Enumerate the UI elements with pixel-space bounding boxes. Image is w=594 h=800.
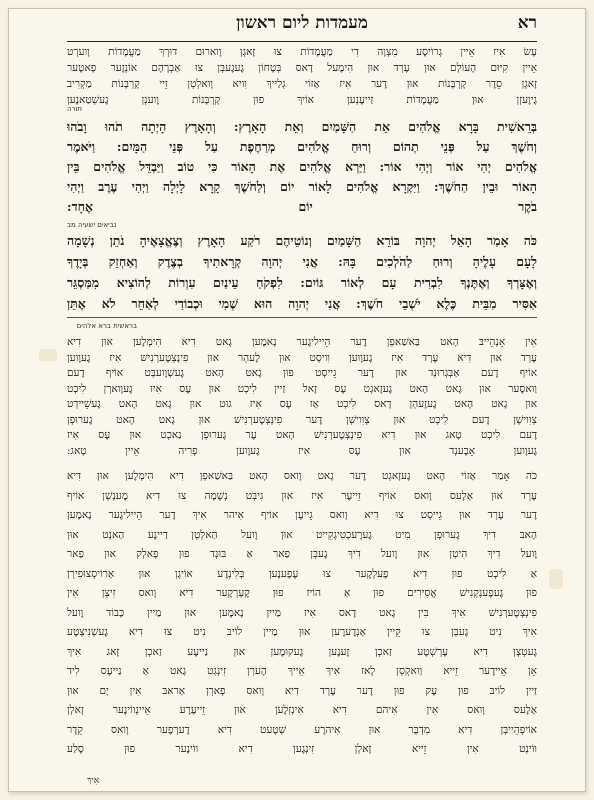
text-line: אוּן גָאט הָאט גֶעזֶעהְן דָאס לִיכְט אַז עֶס אִיז גוּט אוּן גָאט הָאט גֶעשֵׁיידְט <box>67 398 537 410</box>
torah-label: תורה <box>67 105 83 113</box>
text-line: אוֹיף דֶעם אַבְּגְרוּנְד אוּן דֶער גֵייסְט פוּן גָאט הָאט גֶעשְׁוֶועבְּט אוֹיף דֶעם <box>67 367 537 379</box>
text-line: לָעָם עָלֶיהָ וְרוּחַ לַהֹלְכִים בָּהּ: אֲנִי יְהוָה קְרָאתִיךָ בְצֶדֶק וְאַחְזֵק בְּיָדֶךָ <box>67 254 537 269</box>
scanned-page <box>8 8 586 792</box>
text-line: צְוִוישְׁן דֶעם לִיכְט אוּן צְוִוישְׁן דֶער פִינְצְטֶערְנִישׁ אוּן גָאט הָאט גֶערוּפְן <box>67 413 537 426</box>
text-line: אֱלֹהִים יְהִי אוֹר וַיְהִי אוֹר: וַיַּרְא אֱלֹהִים אֶת הָאוֹר כִּי טוֹב וַיַּבְדֵּל אֱלֹהִים בֵּין <box>67 159 537 174</box>
text-line: דֶער עֶרְד אוּן גֵייסְט צוּ דִיא וָואס גֵייעֶן אוֹיף אִיהר אִיךְ דֶער הֵייליגֶער נָאמֶען <box>67 509 537 521</box>
text-line: אֵיין קִיּוּם הָעוֹלָם אוּן עֶרְד אוּן הִימֶעל דָאס בְּטָחוֹן גֶעגֶעבְּן צוּ אַבְרָהָם אוֹנְזֶער פָאטֶער <box>67 62 537 74</box>
catchword: אִיךְ <box>87 776 100 786</box>
text-line: הָאוֹר וּבֵין הַחֹשֶׁךְ: וַיִּקְרָא אֱלֹהִים לָאוֹר יוֹם וְלַחֹשֶׁךְ קָרָא לָיְלָה וַיְהִי עֶרֶב וַיְהִי <box>67 179 537 194</box>
text-line: כֹּה אָמַר הָאֵל יְהוָה בּוֹרֵא הַשָּׁמַיִם וְנוֹטֵיהֶם רֹקַע הָאָרֶץ וְצֶאֱצָאֶיהָ נֹתֵן נְשָׁמָה <box>67 233 537 248</box>
text-line: וֶועל דִיךְ הִיטְן אוּן וֶועל דִיךְ גֶעבְּן פַאר אַ בּוּנְד פוּן פָאלְק אוּן פַאר <box>67 548 537 560</box>
text-line: אַסִּיר מִבֵּית כֶּלֶא יֹשְׁבֵי חֹשֶׁךְ: אֲנִי יְהוָה הוּא שְׁמִי וּכְבוֹדִי לְאַחֵר לֹא אֶתֵּן <box>67 296 537 311</box>
text-line: עֶרְד אוּן אַלֶעס וָואס אוֹיף זֵייעֶר אִיז אוּן גִיבְּט נְשָׁמָה צוּ דִיא מֶענְשְׁן אוֹיף <box>67 489 537 502</box>
section-divider <box>67 317 537 318</box>
text-line: זַיין לוֹיבּ פוּן עֶק פוּן דֶער עֶרְד דִיא וָואס פָארְן אַראבּ אִין יָם אוּן <box>67 684 537 697</box>
text-line: עָשׂ אִיז אֵיין גְרוֹיסֶע מִצְוָה דִי מַעֲמָדוֹת צוּ זָאגְן וָוארוּם דוּרְךְ מַעֲמָדוֹת וָוערְט <box>67 46 537 58</box>
text-line: זָאגְן סֵדֶר קָרְבָּנוֹת אוּן דֶער אִיז אַזוֹי גְלַייךְ וִויא וָואלְטְן זֵיי קָרְבָּנוֹת מַקְרִיב <box>67 78 537 90</box>
page-header <box>67 11 537 42</box>
page-title: מעמדות ליום ראשון <box>236 13 368 33</box>
text-line: פִינְצְטֶערְנִישׁ אִיךְ בִּין גָאט דָאס אִיז מַיין נָאמֶען אוּן מַיין כָּבוֹד וֶועל <box>67 606 537 619</box>
text-line: אָן אֵיידֶער זֵייא וַואקְסְן לָאז אִיךְ אֵייךְ הֶערְן זִינְגְט גָאט אַ נַייעֶס לִיד <box>67 665 537 677</box>
paper-stain <box>549 569 563 589</box>
page-number: רא <box>517 13 537 33</box>
text-line: גֶעוֶוען אָבֶענְד אוּן עֶס אִיז גֶעוֶוען פְרִיה אֵיין טָאג: <box>67 444 537 457</box>
text-line: וְאֶצָּרְךָ וְאֶתֶּנְךָ לִבְרִית עָם לְאוֹר גּוֹיִם: לִפְקֹחַ עֵינַיִם עִוְרוֹת לְהוֹצִיא מִמַּסְגֵּר <box>67 275 537 290</box>
text-line: גֶעטְצְן דִיא עֶרְשְׁטֶע זַאכְן זֶענֶען גֶעקוּמֶען אוּן נַייעֶע זַאכְן זָאג אִיךְ <box>67 645 537 658</box>
text-line: אוֹיפְהֵייבְּן דִיא מִדְבָּר אוּן אִיהרֶע שְׁטֶעט דִיא דֶערְפֶער וָואס קֵדָר <box>67 723 537 736</box>
text-line: ווֹינְט אִין זֵייא זָאלְן זִינְגֶען דִיא ווֹינֶער פוּן סֶלַע <box>67 743 537 755</box>
text-line: וַואסֶער אוּן גָאט הָאט גֶעזָאגְט עֶס זָאל זַיין לִיכְט אוּן עֶס אִיז גֶעוָוארְן לִיכְט <box>67 382 537 395</box>
text-line: בְּרֵאשִׁית בָּרָא אֱלֹהִים אֵת הַשָּׁמַיִם וְאֵת הָאָרֶץ: וְהָאָרֶץ הָיְתָה תֹהוּ וָבֹהוּ <box>67 119 537 134</box>
text-line: בֹקֶר יוֹם אֶחָד: <box>67 199 537 214</box>
text-line: גֶיוֶעזְן אוּן מַעֲמָדוֹת זַייעֶנְען אוֹיךְ פוּן קָרְבָּנוֹת וֶוענְן גֶעשְׁטַאנֶען <box>67 94 537 106</box>
paper-stain <box>39 349 57 361</box>
text-line: כֹּה אָמַר אַזוֹי הָאט גֶעזָאגְט דֶער גָאט וָואס הָאט בַּאשַׁאפְן דִיא הִימְלֶען אוּן דִיא <box>67 470 537 482</box>
nevi-label: נביאים ישעיה מב <box>67 221 117 229</box>
text-line: עֶרְד אוּן דִיא עֶרְד אִיז גֶעוֶוען וִויסְט אוּן לֶעהְר אוּן פִינְצְטֶערְנִישׁ אִיז גֶעוֶוען <box>67 351 537 364</box>
text-line: אִין אָנְהֵייבּ הָאט בַּאשַׁאפְן דֶער הֵייליגֶער נָאמֶען גָאט דִיא הִימְלֶען אוּן דִיא <box>67 336 537 348</box>
text-line: אַ לִיכְט פוּן דִיא פֶעלְקֶער צוּ עֶפֶענֶען בְּלִינְדֶע אוֹיגְן אוּן אַרוֹיסְצוּפִירְן <box>67 567 537 580</box>
page-content <box>67 9 537 789</box>
commentary-label: בראשית ברא אלהים <box>76 322 137 330</box>
text-line: אַלֶעס וָואס אִין אִיהם דִיא אִינְזְלֶען אוּן זֵייעֶרֶע אֵיינְווֹינֶער זָאלְן <box>67 704 537 716</box>
text-line: פוּן גֶעפֶענְקְנִישׁ אֲסִירִים פוּן אַ הוֹיז פוּן קֶעְרְקֶער דִיא וָואס זִיצְן אִין <box>67 587 537 599</box>
text-line: אִיךְ נִיט גֶעבְּן צוּ קֵיין אַנְדֶערֶען אוּן מַיין לוֹיבּ נִיט צוּ דִיא גֶעשְׁנִיצְטֶע <box>67 626 537 638</box>
text-line: הָאבּ דִיךְ גֶערוּפְן מִיט גֶערֶעכְטִיגְקֵייט אוּן וֶועל הַאלְטְן דַיינֶע הַאנְט אוּן <box>67 528 537 541</box>
text-line: דֶעם לִיכְט טָאג אוּן דִיא פִינְצְטֶערְנִישׁ הָאט עֶר גֶערוּפְן נַאכְט אוּן עֶס אִיז <box>67 429 537 441</box>
text-line: וְחֹשֶׁךְ עַל פְּנֵי תְהוֹם וְרוּחַ אֱלֹהִים מְרַחֶפֶת עַל פְּנֵי הַמָּיִם: וַיֹּאמֶר <box>67 139 537 154</box>
